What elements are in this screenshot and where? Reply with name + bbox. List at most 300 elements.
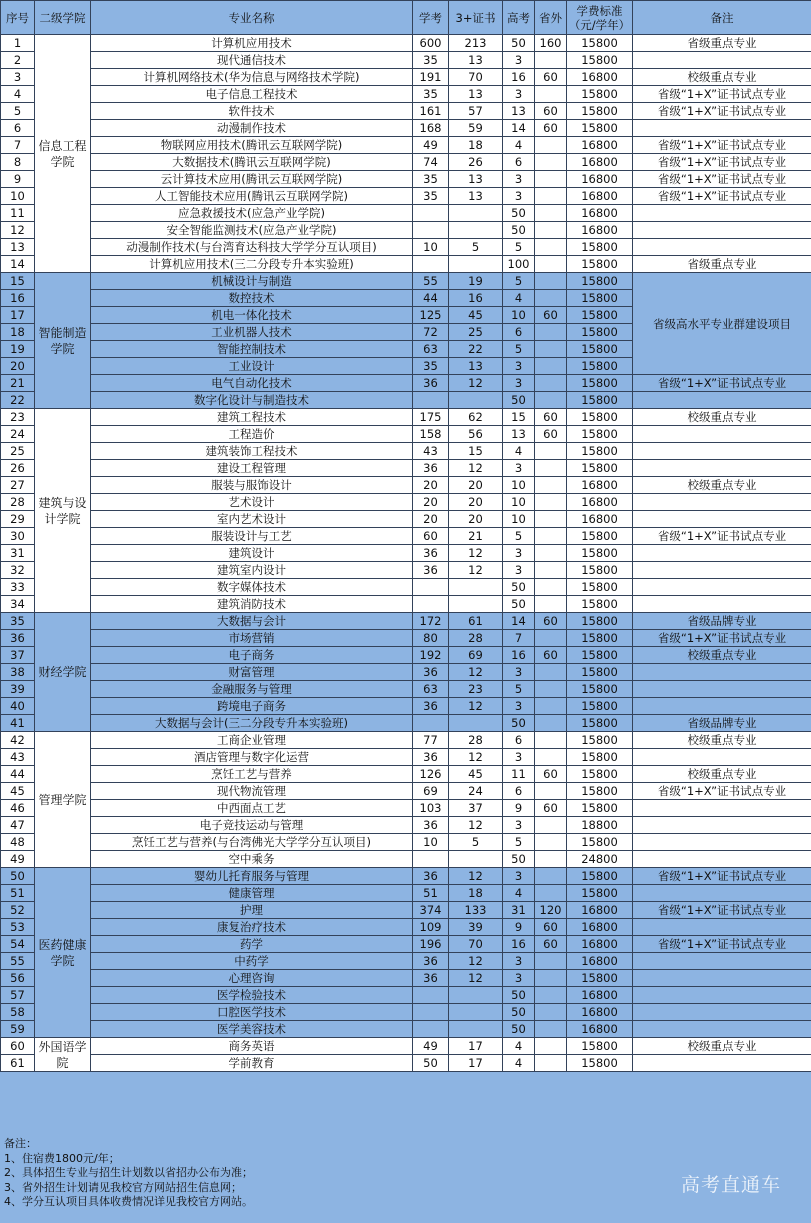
tuition-cell: 15800 xyxy=(567,562,633,579)
xuekao-cell xyxy=(413,851,449,868)
gaokao-cell: 13 xyxy=(503,426,535,443)
xuekao-cell xyxy=(413,205,449,222)
gaokao-cell: 3 xyxy=(503,749,535,766)
out-of-province-cell xyxy=(535,987,567,1004)
major-name-cell: 空中乘务 xyxy=(91,851,413,868)
row-number-cell: 18 xyxy=(1,324,35,341)
certificate-cell: 28 xyxy=(449,630,503,647)
tuition-cell: 18800 xyxy=(567,817,633,834)
xuekao-cell: 20 xyxy=(413,477,449,494)
out-of-province-cell xyxy=(535,970,567,987)
xuekao-cell: 44 xyxy=(413,290,449,307)
note-line: 3、省外招生计划请见我校官方网站招生信息网； xyxy=(4,1180,242,1194)
certificate-cell: 12 xyxy=(449,698,503,715)
xuekao-cell xyxy=(413,1021,449,1038)
row-number-cell: 27 xyxy=(1,477,35,494)
table-row xyxy=(1,749,811,766)
row-number-cell: 23 xyxy=(1,409,35,426)
certificate-cell xyxy=(449,392,503,409)
xuekao-cell: 49 xyxy=(413,137,449,154)
major-name-cell: 数字化设计与制造技术 xyxy=(91,392,413,409)
header-cell: 学费标准（元/学年） xyxy=(567,1,633,35)
gaokao-cell: 6 xyxy=(503,783,535,800)
table-row xyxy=(1,1038,811,1055)
tuition-cell: 15800 xyxy=(567,324,633,341)
major-name-cell: 电子竞技运动与管理 xyxy=(91,817,413,834)
row-number-cell: 46 xyxy=(1,800,35,817)
gaokao-cell: 50 xyxy=(503,1004,535,1021)
table-body xyxy=(1,35,811,1072)
header-cell: 高考 xyxy=(503,1,535,35)
major-name-cell: 机电一体化技术 xyxy=(91,307,413,324)
note-cell: 省级品牌专业 xyxy=(633,613,811,630)
xuekao-cell: 35 xyxy=(413,171,449,188)
major-name-cell: 金融服务与管理 xyxy=(91,681,413,698)
gaokao-cell: 4 xyxy=(503,443,535,460)
gaokao-cell: 5 xyxy=(503,341,535,358)
row-number-cell: 47 xyxy=(1,817,35,834)
tuition-cell: 15800 xyxy=(567,256,633,273)
gaokao-cell: 3 xyxy=(503,460,535,477)
header-cell: 序号 xyxy=(1,1,35,35)
table-row xyxy=(1,205,811,222)
xuekao-cell: 36 xyxy=(413,545,449,562)
note-cell: 省级“1+X”证书试点专业 xyxy=(633,154,811,171)
xuekao-cell: 103 xyxy=(413,800,449,817)
table-row xyxy=(1,817,811,834)
table-row xyxy=(1,834,811,851)
major-name-cell: 云计算技术应用(腾讯云互联网学院) xyxy=(91,171,413,188)
certificate-cell: 17 xyxy=(449,1055,503,1072)
table-row xyxy=(1,460,811,477)
college-cell: 智能制造学院 xyxy=(35,273,91,409)
row-number-cell: 31 xyxy=(1,545,35,562)
out-of-province-cell xyxy=(535,341,567,358)
tuition-cell: 15800 xyxy=(567,103,633,120)
certificate-cell xyxy=(449,596,503,613)
tuition-cell: 15800 xyxy=(567,783,633,800)
table-row xyxy=(1,800,811,817)
tuition-cell: 15800 xyxy=(567,358,633,375)
note-cell-merged: 省级高水平专业群建设项目 xyxy=(633,273,811,375)
gaokao-cell: 50 xyxy=(503,205,535,222)
note-cell xyxy=(633,851,811,868)
note-cell xyxy=(633,749,811,766)
tuition-cell: 15800 xyxy=(567,426,633,443)
gaokao-cell: 4 xyxy=(503,137,535,154)
xuekao-cell: 20 xyxy=(413,511,449,528)
tuition-cell: 16800 xyxy=(567,987,633,1004)
note-cell: 省级“1+X”证书试点专业 xyxy=(633,936,811,953)
tuition-cell: 15800 xyxy=(567,443,633,460)
out-of-province-cell xyxy=(535,222,567,239)
tuition-cell: 15800 xyxy=(567,86,633,103)
certificate-cell: 13 xyxy=(449,171,503,188)
gaokao-cell: 16 xyxy=(503,936,535,953)
table-row xyxy=(1,86,811,103)
certificate-cell xyxy=(449,222,503,239)
xuekao-cell: 72 xyxy=(413,324,449,341)
xuekao-cell: 51 xyxy=(413,885,449,902)
table-row xyxy=(1,103,811,120)
table-row xyxy=(1,902,811,919)
major-name-cell: 健康管理 xyxy=(91,885,413,902)
out-of-province-cell xyxy=(535,953,567,970)
tuition-cell: 16800 xyxy=(567,477,633,494)
out-of-province-cell xyxy=(535,511,567,528)
certificate-cell: 59 xyxy=(449,120,503,137)
tuition-cell: 16800 xyxy=(567,137,633,154)
gaokao-cell: 50 xyxy=(503,1021,535,1038)
college-cell: 管理学院 xyxy=(35,732,91,868)
xuekao-cell: 35 xyxy=(413,358,449,375)
xuekao-cell: 63 xyxy=(413,341,449,358)
college-cell: 财经学院 xyxy=(35,613,91,732)
row-number-cell: 54 xyxy=(1,936,35,953)
row-number-cell: 11 xyxy=(1,205,35,222)
gaokao-cell: 50 xyxy=(503,851,535,868)
note-cell xyxy=(633,1055,811,1072)
major-name-cell: 工业设计 xyxy=(91,358,413,375)
tuition-cell: 16800 xyxy=(567,494,633,511)
out-of-province-cell xyxy=(535,460,567,477)
major-name-cell: 计算机应用技术 xyxy=(91,35,413,52)
table-row xyxy=(1,154,811,171)
out-of-province-cell xyxy=(535,698,567,715)
major-name-cell: 口腔医学技术 xyxy=(91,1004,413,1021)
xuekao-cell: 43 xyxy=(413,443,449,460)
note-cell: 省级“1+X”证书试点专业 xyxy=(633,103,811,120)
major-name-cell: 大数据与会计 xyxy=(91,613,413,630)
tuition-cell: 16800 xyxy=(567,919,633,936)
certificate-cell: 5 xyxy=(449,239,503,256)
out-of-province-cell xyxy=(535,783,567,800)
out-of-province-cell xyxy=(535,681,567,698)
gaokao-cell: 10 xyxy=(503,477,535,494)
xuekao-cell xyxy=(413,256,449,273)
xuekao-cell: 191 xyxy=(413,69,449,86)
major-name-cell: 财富管理 xyxy=(91,664,413,681)
out-of-province-cell xyxy=(535,188,567,205)
certificate-cell: 12 xyxy=(449,868,503,885)
row-number-cell: 49 xyxy=(1,851,35,868)
note-cell xyxy=(633,698,811,715)
tuition-cell: 15800 xyxy=(567,273,633,290)
out-of-province-cell xyxy=(535,324,567,341)
major-name-cell: 烹饪工艺与营养 xyxy=(91,766,413,783)
major-name-cell: 大数据技术(腾讯云互联网学院) xyxy=(91,154,413,171)
row-number-cell: 29 xyxy=(1,511,35,528)
gaokao-cell: 100 xyxy=(503,256,535,273)
note-cell xyxy=(633,239,811,256)
tuition-cell: 15800 xyxy=(567,732,633,749)
certificate-cell: 12 xyxy=(449,545,503,562)
certificate-cell xyxy=(449,579,503,596)
table-row xyxy=(1,188,811,205)
gaokao-cell: 4 xyxy=(503,885,535,902)
header-cell: 省外 xyxy=(535,1,567,35)
row-number-cell: 26 xyxy=(1,460,35,477)
xuekao-cell xyxy=(413,987,449,1004)
out-of-province-cell: 60 xyxy=(535,647,567,664)
note-cell xyxy=(633,205,811,222)
gaokao-cell: 5 xyxy=(503,681,535,698)
tuition-cell: 15800 xyxy=(567,239,633,256)
xuekao-cell: 36 xyxy=(413,698,449,715)
table-row xyxy=(1,494,811,511)
xuekao-cell: 49 xyxy=(413,1038,449,1055)
row-number-cell: 14 xyxy=(1,256,35,273)
row-number-cell: 2 xyxy=(1,52,35,69)
table-row xyxy=(1,171,811,188)
xuekao-cell: 125 xyxy=(413,307,449,324)
certificate-cell: 13 xyxy=(449,52,503,69)
tuition-cell: 16800 xyxy=(567,154,633,171)
note-cell: 校级重点专业 xyxy=(633,766,811,783)
table-row xyxy=(1,137,811,154)
out-of-province-cell: 60 xyxy=(535,103,567,120)
major-name-cell: 动漫制作技术 xyxy=(91,120,413,137)
out-of-province-cell xyxy=(535,1021,567,1038)
row-number-cell: 56 xyxy=(1,970,35,987)
major-name-cell: 智能控制技术 xyxy=(91,341,413,358)
out-of-province-cell xyxy=(535,154,567,171)
note-cell: 省级“1+X”证书试点专业 xyxy=(633,868,811,885)
row-number-cell: 30 xyxy=(1,528,35,545)
tuition-cell: 15800 xyxy=(567,868,633,885)
gaokao-cell: 50 xyxy=(503,222,535,239)
xuekao-cell: 80 xyxy=(413,630,449,647)
certificate-cell: 45 xyxy=(449,307,503,324)
note-cell: 校级重点专业 xyxy=(633,69,811,86)
major-name-cell: 服装设计与工艺 xyxy=(91,528,413,545)
note-cell: 校级重点专业 xyxy=(633,477,811,494)
out-of-province-cell xyxy=(535,1004,567,1021)
certificate-cell xyxy=(449,987,503,1004)
tuition-cell: 15800 xyxy=(567,290,633,307)
gaokao-cell: 50 xyxy=(503,715,535,732)
table-row xyxy=(1,375,811,392)
tuition-cell: 15800 xyxy=(567,613,633,630)
major-name-cell: 艺术设计 xyxy=(91,494,413,511)
row-number-cell: 40 xyxy=(1,698,35,715)
gaokao-cell: 3 xyxy=(503,562,535,579)
xuekao-cell: 109 xyxy=(413,919,449,936)
certificate-cell: 12 xyxy=(449,970,503,987)
tuition-cell: 15800 xyxy=(567,460,633,477)
note-cell xyxy=(633,987,811,1004)
tuition-cell: 15800 xyxy=(567,647,633,664)
college-cell: 信息工程学院 xyxy=(35,35,91,273)
row-number-cell: 12 xyxy=(1,222,35,239)
tuition-cell: 15800 xyxy=(567,52,633,69)
out-of-province-cell: 60 xyxy=(535,613,567,630)
tuition-cell: 16800 xyxy=(567,222,633,239)
xuekao-cell: 196 xyxy=(413,936,449,953)
table-row xyxy=(1,222,811,239)
table-row xyxy=(1,1004,811,1021)
tuition-cell: 15800 xyxy=(567,392,633,409)
xuekao-cell: 36 xyxy=(413,953,449,970)
tuition-cell: 15800 xyxy=(567,766,633,783)
table-row xyxy=(1,936,811,953)
tuition-cell: 15800 xyxy=(567,120,633,137)
table-row xyxy=(1,409,811,426)
row-number-cell: 43 xyxy=(1,749,35,766)
gaokao-cell: 4 xyxy=(503,290,535,307)
tuition-cell: 15800 xyxy=(567,749,633,766)
notes-title: 备注： xyxy=(4,1137,37,1150)
xuekao-cell: 55 xyxy=(413,273,449,290)
out-of-province-cell xyxy=(535,392,567,409)
note-cell: 省级“1+X”证书试点专业 xyxy=(633,902,811,919)
table-row xyxy=(1,1055,811,1072)
note-cell: 省级重点专业 xyxy=(633,256,811,273)
row-number-cell: 8 xyxy=(1,154,35,171)
certificate-cell xyxy=(449,715,503,732)
tuition-cell: 15800 xyxy=(567,341,633,358)
gaokao-cell: 15 xyxy=(503,409,535,426)
certificate-cell: 45 xyxy=(449,766,503,783)
row-number-cell: 52 xyxy=(1,902,35,919)
out-of-province-cell xyxy=(535,137,567,154)
gaokao-cell: 3 xyxy=(503,868,535,885)
note-cell xyxy=(633,222,811,239)
certificate-cell: 62 xyxy=(449,409,503,426)
gaokao-cell: 5 xyxy=(503,834,535,851)
table-row xyxy=(1,545,811,562)
gaokao-cell: 5 xyxy=(503,273,535,290)
major-name-cell: 医学美容技术 xyxy=(91,1021,413,1038)
major-name-cell: 电气自动化技术 xyxy=(91,375,413,392)
row-number-cell: 21 xyxy=(1,375,35,392)
xuekao-cell: 50 xyxy=(413,1055,449,1072)
major-name-cell: 软件技术 xyxy=(91,103,413,120)
note-cell: 省级“1+X”证书试点专业 xyxy=(633,783,811,800)
out-of-province-cell xyxy=(535,715,567,732)
row-number-cell: 16 xyxy=(1,290,35,307)
note-cell xyxy=(633,120,811,137)
certificate-cell xyxy=(449,851,503,868)
certificate-cell: 213 xyxy=(449,35,503,52)
certificate-cell: 24 xyxy=(449,783,503,800)
note-cell: 省级“1+X”证书试点专业 xyxy=(633,188,811,205)
gaokao-cell: 50 xyxy=(503,987,535,1004)
out-of-province-cell: 160 xyxy=(535,35,567,52)
note-cell xyxy=(633,443,811,460)
tuition-cell: 15800 xyxy=(567,35,633,52)
row-number-cell: 53 xyxy=(1,919,35,936)
major-name-cell: 建筑工程技术 xyxy=(91,409,413,426)
note-cell xyxy=(633,545,811,562)
certificate-cell: 12 xyxy=(449,460,503,477)
xuekao-cell: 161 xyxy=(413,103,449,120)
gaokao-cell: 50 xyxy=(503,35,535,52)
xuekao-cell: 69 xyxy=(413,783,449,800)
gaokao-cell: 3 xyxy=(503,188,535,205)
tuition-cell: 15800 xyxy=(567,375,633,392)
out-of-province-cell xyxy=(535,885,567,902)
row-number-cell: 13 xyxy=(1,239,35,256)
note-cell xyxy=(633,52,811,69)
table-row xyxy=(1,69,811,86)
xuekao-cell: 600 xyxy=(413,35,449,52)
certificate-cell: 56 xyxy=(449,426,503,443)
xuekao-cell xyxy=(413,579,449,596)
xuekao-cell: 35 xyxy=(413,188,449,205)
major-name-cell: 工程造价 xyxy=(91,426,413,443)
row-number-cell: 44 xyxy=(1,766,35,783)
table-row xyxy=(1,392,811,409)
tuition-cell: 16800 xyxy=(567,1004,633,1021)
certificate-cell: 13 xyxy=(449,358,503,375)
certificate-cell: 5 xyxy=(449,834,503,851)
row-number-cell: 1 xyxy=(1,35,35,52)
table-row xyxy=(1,613,811,630)
note-cell xyxy=(633,1021,811,1038)
table-row xyxy=(1,477,811,494)
row-number-cell: 35 xyxy=(1,613,35,630)
tuition-cell: 15800 xyxy=(567,409,633,426)
row-number-cell: 39 xyxy=(1,681,35,698)
out-of-province-cell: 60 xyxy=(535,936,567,953)
table-row xyxy=(1,970,811,987)
major-name-cell: 跨境电子商务 xyxy=(91,698,413,715)
xuekao-cell: 36 xyxy=(413,664,449,681)
note-cell xyxy=(633,562,811,579)
gaokao-cell: 14 xyxy=(503,613,535,630)
tuition-cell: 15800 xyxy=(567,307,633,324)
xuekao-cell xyxy=(413,715,449,732)
table-row xyxy=(1,52,811,69)
major-name-cell: 酒店管理与数字化运营 xyxy=(91,749,413,766)
row-number-cell: 7 xyxy=(1,137,35,154)
table-row xyxy=(1,885,811,902)
row-number-cell: 58 xyxy=(1,1004,35,1021)
table-row xyxy=(1,596,811,613)
note-cell xyxy=(633,885,811,902)
xuekao-cell: 192 xyxy=(413,647,449,664)
certificate-cell: 69 xyxy=(449,647,503,664)
certificate-cell: 12 xyxy=(449,817,503,834)
out-of-province-cell xyxy=(535,579,567,596)
row-number-cell: 15 xyxy=(1,273,35,290)
major-name-cell: 物联网应用技术(腾讯云互联网学院) xyxy=(91,137,413,154)
certificate-cell: 12 xyxy=(449,749,503,766)
out-of-province-cell: 120 xyxy=(535,902,567,919)
gaokao-cell: 3 xyxy=(503,664,535,681)
tuition-cell: 15800 xyxy=(567,834,633,851)
gaokao-cell: 16 xyxy=(503,647,535,664)
row-number-cell: 45 xyxy=(1,783,35,800)
major-name-cell: 医学检验技术 xyxy=(91,987,413,1004)
gaokao-cell: 50 xyxy=(503,392,535,409)
gaokao-cell: 9 xyxy=(503,800,535,817)
major-name-cell: 现代通信技术 xyxy=(91,52,413,69)
xuekao-cell: 35 xyxy=(413,52,449,69)
major-name-cell: 室内艺术设计 xyxy=(91,511,413,528)
out-of-province-cell xyxy=(535,290,567,307)
out-of-province-cell: 60 xyxy=(535,409,567,426)
gaokao-cell: 3 xyxy=(503,970,535,987)
certificate-cell: 20 xyxy=(449,494,503,511)
major-name-cell: 建筑装饰工程技术 xyxy=(91,443,413,460)
gaokao-cell: 11 xyxy=(503,766,535,783)
gaokao-cell: 3 xyxy=(503,953,535,970)
note-cell xyxy=(633,1004,811,1021)
table-row xyxy=(1,528,811,545)
header-cell: 二级学院 xyxy=(35,1,91,35)
